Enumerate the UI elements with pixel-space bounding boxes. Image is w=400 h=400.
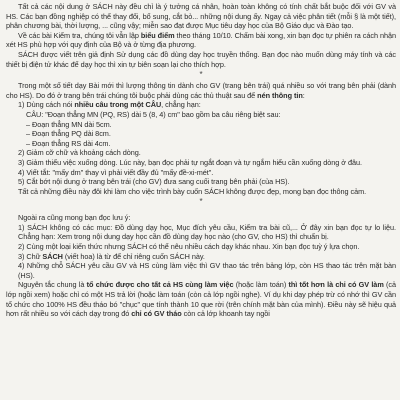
note-item-2: 2) Cùng một loại kiến thức nhưng SÁCH có thể nêu nhiều cách dạy khác nhau. Xin bạn đọc tuỳ ý lựa chọn. (18, 242, 360, 252)
list-item-5: 5) Cắt bớt nội dung ở trang bên trái (cho GV) đưa sang cuối trang bên phải (của HS). (18, 177, 290, 187)
bold-text: tổ chức được cho tất cả HS cùng làm việc (86, 280, 234, 290)
text-run: (viết hoa) là từ để chỉ riêng cuốn SÁCH này. (62, 251, 205, 261)
text-run: Về các bài Kiểm tra, chúng tôi vẫn lập (18, 30, 141, 40)
text-run: còn cả lớp khoanh tay ngồi (181, 309, 270, 319)
list-item-4: 4) Viết tắt: "mấy dm" thay vì phải viết đầy đủ "mấy đề-xi-mét". (18, 167, 214, 177)
bold-text: chỉ có GV tháo (131, 309, 182, 319)
paragraph-teaching-aids (6, 50, 396, 69)
list-item-3: 3) Giảm thiểu việc xuống dòng. Lúc này, bạn đọc phải tự ngắt đoạn và tự ngắm hiểu cần xuống dòng ở đâu. (18, 157, 362, 167)
list-item-2: 2) Giảm cỡ chữ và khoảng cách dòng. (18, 148, 141, 158)
text-run: (hoặc làm toán) (233, 280, 289, 290)
dash-item-2: – Đoạn thẳng PQ dài 8cm. (26, 129, 111, 139)
bold-text: biểu điểm (140, 30, 175, 40)
note-item-1: 1) SÁCH không có các mục: Đồ dùng dạy học, Mục đích yêu cầu, Kiểm tra bài cũ,... Ở đây xin bạn đọc tự lo liệu. Chẳng hạn: Xem trong nội dung dạy học cần đồ dùng dạy học nào (cho GV, cho HS) thì chuẩn bị. (18, 222, 396, 242)
paragraph-compression-intro (6, 81, 396, 100)
bold-text: SÁCH (42, 251, 63, 261)
text-run: Tất cả các nội dung ở SÁCH này đều chỉ là ý tưởng cá nhân, hoàn toàn không có tính chất bắt buộc đối với GV và HS. Các bạn đồng nghiệp có thể thay đổi, bổ sung, cắt bỏ... những nội dung ấy. Ngay cả việc phân tiết (mỗi § là một tiết), phân chương bài, thời lượng, ... cũng vậy; miễn sao đạt được Mục tiêu dạy học của Bộ Giáo dục và Đào tạo. (6, 2, 396, 31)
list-item-1 (6, 100, 396, 110)
bold-text: thì tốt hơn là chỉ có GV làm (288, 280, 384, 290)
text-run: Trong một số tiết dạy Bài mới thì lượng thông tin dành cho GV (trang bên trái) quá nhiều so với trang bên phải (dành cho HS). Do đó ở trang bên trái chúng tôi buộc phải dùng các thủ thuật sau để (6, 81, 396, 100)
text-run: , chẳng hạn: (161, 100, 201, 110)
text-run: 1) Dùng cách nói (18, 100, 75, 110)
text-run: (cả lớp ngồi xem) hoặc chỉ có một HS trả lời (hoặc làm toán (còn cả lớp ngồi nghe). Ví dụ khi dạy phép trừ có nhớ thì GV cần tổ chức cho 100% HS đều tháo bó "chục" que tính thành 10 que rời (trên chính mặt bàn của mình). Điều này sẽ hiệu quả hơn rất nhiều so với cách dạy trong đó (6, 280, 397, 319)
note-item-3 (6, 252, 396, 262)
text-run: SÁCH được viết trên giả định Sử dụng các đồ dùng dạy học truyền thống. Bạn đọc nào muốn dùng máy tính và các thiết bị điện tử khác để dạy học thì xin tự biên soạn lại cho thích hợp. (6, 49, 396, 69)
text-run: : (302, 90, 305, 100)
paragraph-notes-intro: Ngoài ra cũng mong bạn đọc lưu ý: (18, 213, 131, 223)
paragraph-principle (6, 280, 396, 318)
dash-item-3: – Đoạn thẳng RS dài 4cm. (26, 138, 111, 148)
note-item-4: 4) Những chỗ SÁCH yêu cầu GV và HS cùng làm việc thì GV thao tác trên bảng lớp, còn HS thao tác trên mặt bàn (HS). (18, 261, 396, 280)
section-separator: * (199, 197, 203, 207)
text-run: 3) Chữ (18, 251, 43, 261)
dash-item-1: – Đoạn thẳng MN dài 5cm. (26, 119, 112, 129)
paragraph-optional-content (6, 2, 396, 31)
section-separator: * (199, 70, 203, 80)
bold-text: nhiều câu trong một CÂU (74, 100, 162, 110)
paragraph-grading (6, 31, 396, 50)
text-run: theo tháng 10/10. Chấm bài xong, xin bạn đọc tự phiên ra cách nhận xét HS phù hợp với quy định của Bộ và ở từng địa phương. (6, 30, 396, 50)
text-run: Nguyên tắc chung là (18, 280, 87, 290)
bold-text: nén thông tin (257, 90, 303, 100)
example-quote: CÂU: "Đoạn thẳng MN (PQ, RS) dài 5 (8, 4) cm" bao gồm ba câu riêng biệt sau: (26, 109, 281, 119)
closing-note: Tất cả những điều này đôi khi làm cho việc trình bày cuốn SÁCH không được đẹp, mong bạn đọc thông cảm. (18, 186, 367, 196)
